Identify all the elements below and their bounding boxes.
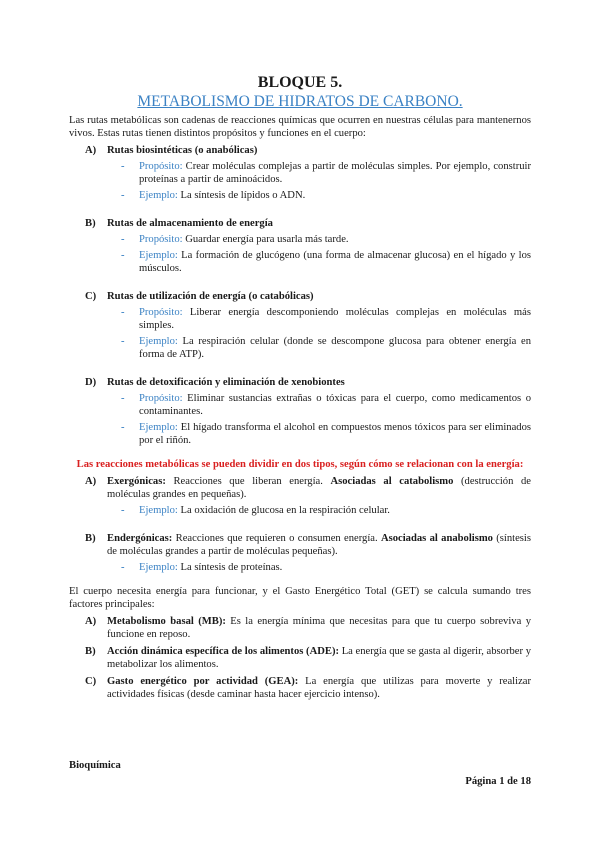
purpose-label: Propósito: — [139, 307, 183, 318]
factor-item: C) Gasto energético por actividad (GEA): La energía que utilizas para moverte y realizar actividades físicas (desde caminar hasta hacer ejercicio intenso). — [85, 676, 531, 700]
dash-bullet: - — [121, 562, 125, 573]
get-intro-paragraph: El cuerpo necesita energía para funcionar, y el Gasto Energético Total (GET) se calcula sumando tres factores principales: — [69, 586, 531, 610]
dash-bullet: - — [121, 393, 125, 404]
purpose-label: Propósito: — [139, 393, 183, 404]
route-section — [69, 290, 531, 361]
footer-page-number: Página 1 de 18 — [465, 776, 531, 787]
purpose-label: Propósito: — [139, 234, 183, 245]
route-section — [69, 144, 531, 202]
route-section — [69, 217, 531, 275]
list-item: - Ejemplo: La oxidación de glucosa en la respiración celular. — [121, 505, 390, 516]
list-item: - Propósito: Guardar energía para usarla más tarde. — [121, 234, 349, 245]
example-label: Ejemplo: — [139, 336, 178, 347]
list-item: - Propósito: Crear moléculas complejas a partir de moléculas simples. Por ejemplo, construir proteínas a partir de aminoácidos. — [121, 161, 531, 185]
list-item: - Ejemplo: El hígado transforma el alcohol en compuestos menos tóxicos para ser eliminados por el riñón. — [121, 422, 531, 446]
route-section — [69, 376, 531, 447]
dash-bullet: - — [121, 250, 125, 261]
dash-bullet: - — [121, 161, 125, 172]
dash-bullet: - — [121, 422, 125, 433]
example-label: Ejemplo: — [139, 190, 178, 201]
page-subtitle: METABOLISMO DE HIDRATOS DE CARBONO. — [137, 93, 463, 110]
example-label: Ejemplo: — [139, 422, 178, 433]
factor-item: A) Metabolismo basal (MB): Es la energía mínima que necesitas para que tu cuerpo sobreviva y funcione en reposo. — [85, 616, 532, 640]
route-heading: B) Rutas de almacenamiento de energía — [85, 218, 273, 229]
reaction-section: B) Endergónicas: Reacciones que requieren o consumen energía. Asociadas al anabolismo (síntesis de moléculas grandes a partir de moléculas pequeñas). - Ejemplo: La síntesis de proteínas. — [85, 533, 531, 573]
dash-bullet: - — [121, 307, 125, 318]
intro-paragraph: Las rutas metabólicas son cadenas de reacciones químicas que ocurren en nuestras células para mantenernos vivos. Estas rutas tienen distintos propósitos y funciones en el cuerpo: — [69, 115, 531, 139]
example-label: Ejemplo: — [139, 562, 178, 573]
route-heading: D) Rutas de detoxificación y eliminación de xenobiontes — [85, 377, 345, 388]
dash-bullet: - — [121, 234, 125, 245]
page-title: BLOQUE 5. — [257, 74, 343, 91]
dash-bullet: - — [121, 336, 125, 347]
list-item: - Ejemplo: La síntesis de proteínas. — [121, 562, 283, 573]
factor-item: B) Acción dinámica específica de los alimentos (ADE): La energía que se gasta al digerir, absorber y metabolizar los alimentos. — [85, 646, 531, 670]
purpose-label: Propósito: — [139, 161, 183, 172]
list-item: - Ejemplo: La síntesis de lípidos o ADN. — [121, 190, 306, 201]
route-heading: A) Rutas biosintéticas (o anabólicas) — [85, 145, 258, 156]
list-item: - Propósito: Liberar energía descomponiendo moléculas complejas en moléculas más simples. — [121, 307, 531, 331]
route-heading: C) Rutas de utilización de energía (o catabólicas) — [85, 291, 314, 302]
example-label: Ejemplo: — [139, 250, 178, 261]
reaction-section: A) Exergónicas: Reacciones que liberan energía. Asociadas al catabolismo (destrucción de moléculas grandes en pequeñas). - Ejemplo: La oxidación de glucosa en la respiración celular. — [85, 476, 531, 516]
document-body — [69, 114, 531, 701]
example-label: Ejemplo: — [139, 505, 178, 516]
red-note: Las reacciones metabólicas se pueden dividir en dos tipos, según cómo se relacionan con la energía: — [76, 459, 524, 470]
dash-bullet: - — [121, 190, 125, 201]
list-item: - Propósito: Eliminar sustancias extrañas o tóxicas para el cuerpo, como medicamentos o contaminantes. — [121, 393, 531, 417]
list-item: - Ejemplo: La respiración celular (donde se descompone glucosa para obtener energía en forma de ATP). — [121, 336, 531, 360]
list-item: - Ejemplo: La formación de glucógeno (una forma de almacenar glucosa) en el hígado y los músculos. — [121, 250, 531, 274]
footer-subject: Bioquímica — [69, 760, 121, 771]
dash-bullet: - — [121, 505, 125, 516]
